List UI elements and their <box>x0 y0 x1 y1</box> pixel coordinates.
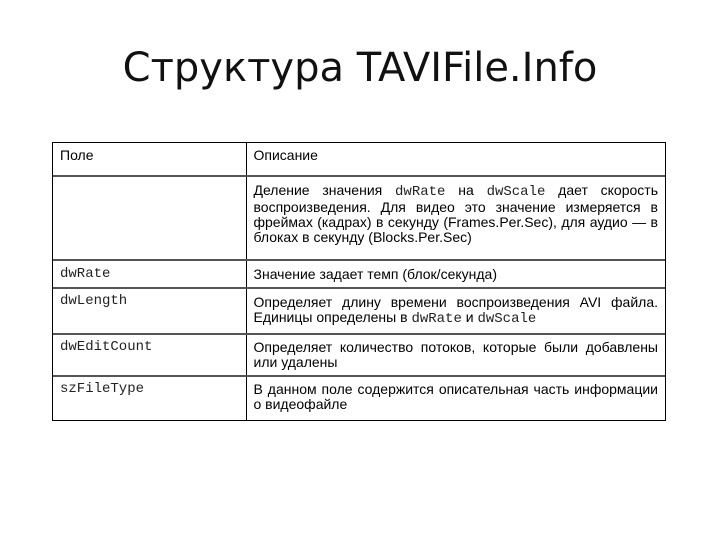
header-field: Поле <box>53 143 246 176</box>
table-row <box>53 288 665 334</box>
description-text: Определяет количество потоков, которые были добавлены или удалены <box>253 339 658 370</box>
code-dwrate: dwRate <box>411 311 462 327</box>
description-cell <box>246 176 665 260</box>
field-cell: dwLength <box>53 288 246 334</box>
fields-table <box>52 142 666 421</box>
description-text: на <box>445 182 487 198</box>
slide-title: Структура TAVIFile.Info <box>122 45 598 91</box>
description-cell <box>246 376 665 420</box>
table-row <box>53 334 665 376</box>
description-text: Определяет длину времени воспроизведения AVI файла. Единицы определены в <box>253 294 658 325</box>
field-cell: dwRate <box>53 260 246 288</box>
description-text: Деление значения <box>253 182 396 198</box>
header-description: Описание <box>246 143 665 176</box>
table-row <box>53 376 665 420</box>
description-text: Значение задает темп (блок/секунда) <box>253 266 497 282</box>
description-cell <box>246 260 665 288</box>
field-cell: szFileType <box>53 376 246 420</box>
table-row <box>53 176 665 260</box>
code-dwrate: dwRate <box>395 184 446 200</box>
table-header-row <box>53 143 665 176</box>
field-cell <box>53 176 246 260</box>
field-cell: dwEditCount <box>53 334 246 376</box>
description-text: и <box>461 309 478 325</box>
description-text: В данном поле содержится описательная часть информации о видеофайле <box>253 381 658 412</box>
description-cell <box>246 334 665 376</box>
code-dwscale: dwScale <box>477 311 537 327</box>
description-text: дает скорость воспроизведения. Для видео это значение измеряется в фреймах (кадрах) в секунду (Frames.Per.Sec), для аудио — в блоках в секунду (Blocks.Per.Sec) <box>253 182 658 245</box>
table-row <box>53 260 665 288</box>
code-dwscale: dwScale <box>486 184 546 200</box>
description-cell <box>246 288 665 334</box>
